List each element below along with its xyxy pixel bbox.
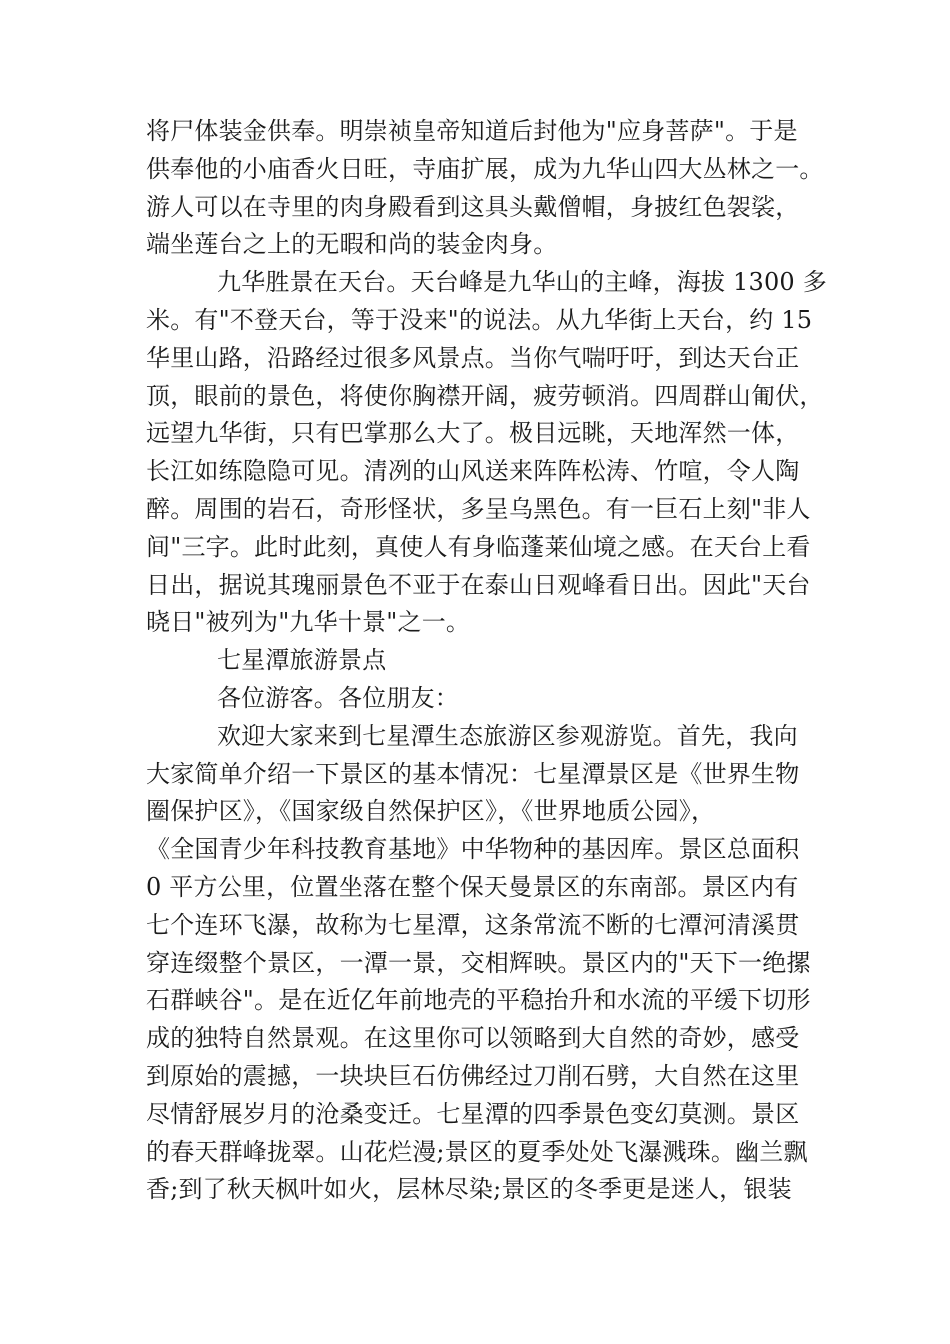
text-line: 华里山路，沿路经过很多风景点。当你气喘吁吁，到达天台正: [146, 343, 800, 372]
text-line: 到原始的震撼，一块块巨石仿佛经过刀削石劈，大自然在这里: [146, 1061, 800, 1090]
text-line: 大家简单介绍一下景区的基本情况：七星潭景区是《世界生物: [146, 759, 800, 788]
text-line: 成的独特自然景观。在这里你可以领略到大自然的奇妙，感受: [146, 1024, 800, 1053]
text-line: 七个连环飞瀑，故称为七星潭，这条常流不断的七潭河清溪贯: [146, 910, 800, 939]
text-line: 七星潭旅游景点: [217, 646, 387, 675]
text-line: 长江如练隐隐可见。清冽的山风送来阵阵松涛、竹喧，令人陶: [146, 457, 800, 486]
text-line: 游人可以在寺里的肉身殿看到这具头戴僧帽，身披红色袈裟，: [146, 192, 800, 221]
text-line: 远望九华街，只有巴掌那么大了。极目远眺，天地浑然一体，: [146, 419, 800, 448]
text-line: 将尸体装金供奉。明崇祯皇帝知道后封他为"应身菩萨"。于是: [146, 117, 798, 145]
text-line: 九华胜景在天台。天台峰是九华山的主峰，海拔 1300 多: [217, 268, 827, 297]
text-line: 各位游客。各位朋友：: [217, 683, 459, 712]
text-line: 间"三字。此时此刻，真使人有身临蓬莱仙境之感。在天台上看: [146, 532, 811, 561]
text-line: 石群峡谷"。是在近亿年前地壳的平稳抬升和水流的平缓下切形: [146, 986, 811, 1015]
text-line: 欢迎大家来到七星潭生态旅游区参观游览。首先，我向: [217, 721, 798, 750]
text-line: 醉。周围的岩石，奇形怪状，多呈乌黑色。有一巨石上刻"非人: [146, 494, 811, 523]
text-line: 圈保护区》，《国家级自然保护区》，《世界地质公园》，: [146, 797, 716, 826]
text-line: 顶，眼前的景色，将使你胸襟开阔，疲劳顿消。四周群山匍伏，: [146, 381, 824, 410]
text-line: 晓日"被列为"九华十景"之一。: [146, 608, 471, 637]
text-line: 米。有"不登天台，等于没来"的说法。从九华街上天台，约 15: [146, 305, 813, 334]
text-line: 穿连缀整个景区，一潭一景，交相辉映。景区内的"天下一绝摞: [146, 948, 811, 977]
text-line: 供奉他的小庙香火日旺，寺庙扩展，成为九华山四大丛林之一。: [146, 154, 824, 183]
text-line: 尽情舒展岁月的沧桑变迁。七星潭的四季景色变幻莫测。景区: [146, 1099, 800, 1128]
text-line: 的春天群峰拢翠。山花烂漫;景区的夏季处处飞瀑溅珠。幽兰飘: [146, 1137, 808, 1166]
text-line: 端坐莲台之上的无暇和尚的装金肉身。: [146, 230, 558, 259]
text-line: 《全国青少年科技教育基地》中华物种的基因库。景区总面积: [146, 835, 800, 864]
text-line: 0 平方公里，位置坐落在整个保天曼景区的东南部。景区内有: [146, 872, 799, 901]
body-text: [146, 113, 827, 1209]
text-line: 日出，据说其瑰丽景色不亚于在泰山日观峰看日出。因此"天台: [146, 570, 811, 599]
text-line: 香;到了秋天枫叶如火，层林尽染;景区的冬季更是迷人，银装: [146, 1175, 792, 1204]
